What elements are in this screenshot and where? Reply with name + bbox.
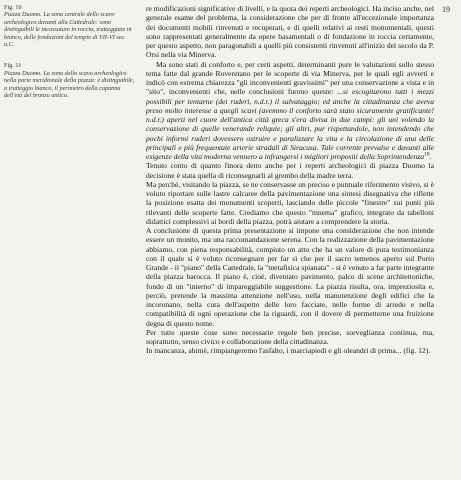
paragraph <box>146 60 434 162</box>
paragraph: Ma perché, visitando la piazza, se ne conservasse un preciso e puntuale riferimento visivo, si è voluto riportare sulle lastre calcaree della pavimentazione una sintesi disegnativa che riflette la posizione esatta dei monumenti scoperti, lasciando delle piccole "finestre" sui punti più rilevanti delle scoperte fatte. Crediamo che questo "mnema" grafico, integrato da tabelloni didattici complessivi ai bordi della piazza, potrà aiutare a comprendere la storia. <box>146 179 434 226</box>
paragraph: Tenuto conto di quanto finora detto anche per i reperti archeologici di piazza Duomo la decisione è stata quella di riconsegnarli al grembo della madre terra. <box>146 161 434 180</box>
paragraph: re modificazioni significative di livelli, e la quota dei reperti archeologici. Ha inciso anche, nel generale esame del problema, la considerazione che per di fronte all'eccezionale importanza dei documenti mobili rinvenuti e recuperati, e di quelli relativi ai resti monumentali, questi sono rappresentati generalmente da opere basamentali o di fondazione in roccia certamente, per questo aspetto, non paragonabili a quelli più consistenti rinvenuti all'inizio del secolo da P. Orsi nella via Minerva. <box>146 4 434 60</box>
paragraph: Per tutte queste cose sono necessarie regole ben precise, sorveglianza continua, ma, soprattutto, senso civico e collaborazione della cittadinanza. <box>146 327 434 346</box>
quotation: ...si escogitarono tutti i mezzi possibili per tentarne (dei ruderi, n.d.r.) il salvataggio; ed anche la cittadinanza che aveva preso molto interesse a quegli scavi (avemmo il conforto sarà stato sicuramente gratificante! n.d.r.) aperti nel cuore dell'antica città greca s'era divisa in due campi: gli uni volendo la conservazione di quelle venerande reliquie; gli altri, pur rispettandole, non intendendo che pochi informi ruderi dovessero ostruire e paralizzare la vita e la circolazione di una delle principali e più frequentate arterie stradali di Siracusa. Tale corrente prevalse e davanti alle esigenze della vita moderna vennero a infrangersi i migliori propositi della Soprintendenza <box>146 87 434 161</box>
page-number: 19 <box>442 5 450 14</box>
figure-caption <box>4 62 136 99</box>
caption-text: Piazza Duomo. La zona dello scavo archeologico nella parte meridionale della piazza: è distinguibile, a tratteggio bianco, il perimetro della capanna dell'età del bronzo antico. <box>4 69 135 100</box>
quotation-end: . <box>429 152 432 161</box>
main-text-column <box>146 4 434 356</box>
figure-label: Fig. 10 <box>4 4 22 11</box>
figure-captions-column <box>4 4 136 113</box>
paragraph: A conclusione di questa prima presentazione si impone una considerazione che non intende essere un monito, ma una raccomandazione serena. Con la realizzazione della pavimentazione abbiamo, con piena responsabilità, compiuto un atto che ha un valore di pura testimonianza con il quale si è voluto riconsegnare per far sì che per il sacro temenos aperto sul Porto Grande - il "piano" della Cattedrale, la "metafisica spianata" - si è venuto a far parte integrante della piazza barocca. Il piano è, cioè, diventato pavimento, palco di scene architettoniche, fondo di un "interno" di impareggiabile suggestione. La piazza risulta, ora, impreziosita e, perciò, pretende la massima attenzione nell'uso, nella manutenzione degli edifici che la incoronano, nella cura dell'aspetto delle loro facciate, nelle forme di arredo e nella compatibilità di ogni operazione che la riguardi, con il dovere di permetterne una fruizione degna di questo nome. <box>146 226 434 328</box>
footnote-reference: 18 <box>424 151 430 158</box>
caption-text: Piazza Duomo. La zona centrale dello scavo archeologico davanti alla Cattedrale: sono distinguibili le incassature in roccia, tratteggiate in bianco, delle fondazioni del tempio di VII-VI sec. a.C. <box>4 11 132 49</box>
figure-label: Fig. 11 <box>4 62 22 70</box>
paragraph: In mancanza, ahimè, rimpiangeremo l'asfalto, i marciapiedi e gli oleandri di prima... (fig. 12). <box>146 346 431 356</box>
figure-caption <box>4 4 136 48</box>
paragraph-intro: Ma sono stati di conforto e, per certi aspetti, determinanti pure le valutazioni sullo stesso tema fatte dal grande Roveretano per le scoperte di via Minerva, per le quali egli avvertì e indicò con estrema chiarezza "gli inconvenienti gravissimi" per una conservazione a vista e in "sito", inconvenienti che, nelle conclusioni furono queste: <box>146 59 434 97</box>
